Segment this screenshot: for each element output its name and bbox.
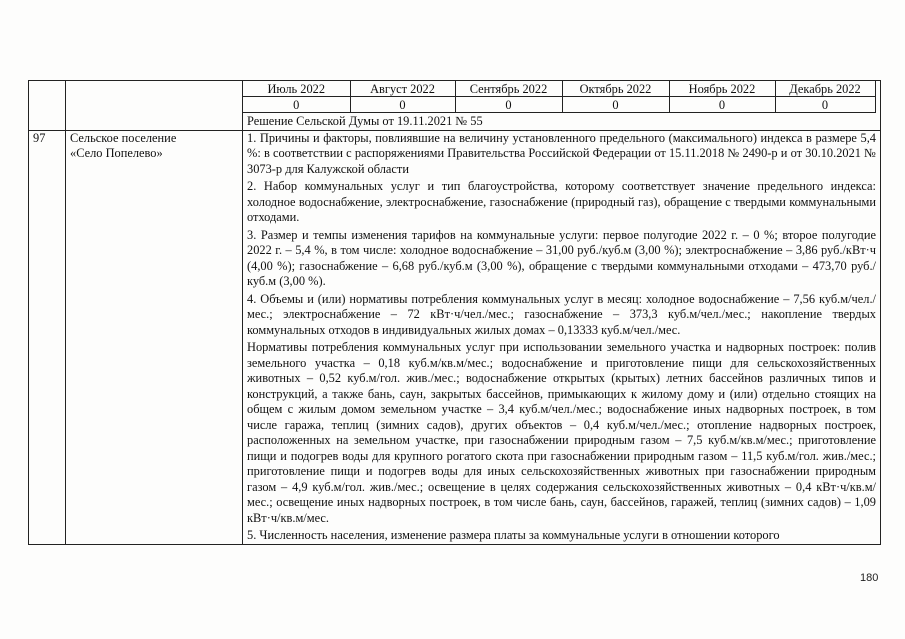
table-row xyxy=(29,81,881,131)
table-row xyxy=(29,130,881,544)
settlement-name-line1: Сельское поселение xyxy=(70,130,177,145)
settlement-name xyxy=(66,130,243,544)
paragraph: 2. Набор коммунальных услуг и тип благоустройства, которому соответствует значение предельного индекса: холодное водоснабжение, электроснабжение, газоснабжение (природный газ), обращение с твердыми коммунальными отходами. xyxy=(247,179,876,224)
page-number: 180 xyxy=(860,572,879,584)
months-header-row xyxy=(243,81,875,97)
month-value: 0 xyxy=(669,97,775,113)
month-value: 0 xyxy=(350,97,455,113)
month-header: Август 2022 xyxy=(350,81,455,97)
month-header: Июль 2022 xyxy=(243,81,350,97)
month-header: Ноябрь 2022 xyxy=(669,81,775,97)
month-value: 0 xyxy=(775,97,875,113)
months-table xyxy=(243,81,876,113)
decision-reference: Решение Сельской Думы от 19.11.2021 № 55 xyxy=(247,114,483,128)
month-value: 0 xyxy=(562,97,669,113)
settlement-name-line2: «Село Попелево» xyxy=(70,146,163,160)
month-header: Октябрь 2022 xyxy=(562,81,669,97)
month-header: Декабрь 2022 xyxy=(775,81,875,97)
months-value-row xyxy=(243,97,875,113)
paragraph: 1. Причины и факторы, повлиявшие на величину установленного предельного (максимального) индекса в размере 5,4 %: в соответствии с распоряжениями Правительства Российской Федерации от 15.11.2018 № 2490-р и от 30.10.2021 № 3073-р для Калужской области xyxy=(247,130,876,176)
paragraph: 4. Объемы и (или) нормативы потребления коммунальных услуг в месяц: холодное водоснабжение – 7,56 куб.м/чел./мес.; электроснабжение – 72 кВт·ч/чел./мес.; газоснабжение – 373,3 куб.м/чел./мес.; накопление твердых коммунальных отходов в индивидуальных жилых домах – 0,13333 куб.м/чел./мес. xyxy=(247,291,876,337)
month-header: Сентябрь 2022 xyxy=(455,81,562,97)
tariff-table xyxy=(28,80,881,545)
number-cell-empty xyxy=(29,81,66,131)
settlement-cell-empty xyxy=(66,81,243,131)
paragraph: 3. Размер и темпы изменения тарифов на коммунальные услуги: первое полугодие 2022 г. – 0 %; второе полугодие 2022 г. – 5,4 %, в том числе: холодное водоснабжение – 31,00 руб./куб.м (3,00 %); электроснабжение – 3,86 руб./кВт·ч (4,00 %); газоснабжение – 6,68 руб./куб.м (3,00 %), обращение с твердыми коммунальными отходами – 473,70 руб./куб.м (3,00 %). xyxy=(247,227,876,288)
paragraph: 5. Численность населения, изменение размера платы за коммунальные услуги в отношении которого xyxy=(247,528,780,542)
month-value: 0 xyxy=(455,97,562,113)
row-number: 97 xyxy=(29,130,66,544)
month-value: 0 xyxy=(243,97,350,113)
paragraph: Нормативы потребления коммунальных услуг при использовании земельного участка и надворных построек: полив земельного участка – 0,18 куб.м/кв.м/мес.; водоснабжение и приготовление пищи для сельскохозяйственных животных – 0,52 куб.м/гол. жив./мес.; водоснабжение открытых (крытых) летних бассейнов различных типов и конструкций, а также бань, саун, закрытых бассейнов, примыкающих к жилому дому и (или) отдельно стоящих на общем с жилым домом земельном участке – 3,4 куб.м/чел./мес.; водоснабжение иных надворных построек, в том числе гаража, теплиц (зимних садов), других объектов – 0,4 куб.м/чел./мес.; отопление надворных построек, расположенных на земельном участке, при газоснабжении природным газом – 7,5 куб.м/кв.м/мес.; приготовление пищи и подогрев воды для крупного рогатого скота при газоснабжении природным газом – 11,5 куб.м/гол. жив./мес.; приготовление пищи и подогрев воды для иных сельскохозяйственных животных при газоснабжении природным газом – 4,9 куб.м/гол. жив./мес.; освещение в целях содержания сельскохозяйственных животных – 0,4 кВт·ч/кв.м/мес.; освещение иных надворных построек, в том числе бань, саун, бассейнов, гаражей, теплиц (зимних садов) – 1,09 кВт·ч/кв.м/мес. xyxy=(247,340,876,525)
months-cell xyxy=(243,81,881,131)
details-cell xyxy=(243,130,881,544)
